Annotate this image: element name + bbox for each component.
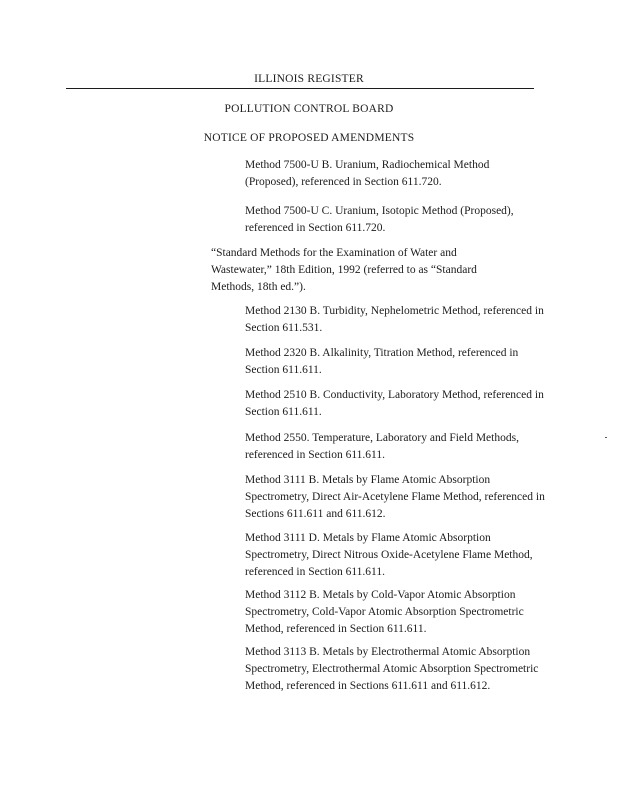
- method-entry: Method 2510 B. Conductivity, Laboratory Method, referenced in Section 611.611.: [245, 389, 544, 418]
- register-title: ILLINOIS REGISTER: [254, 73, 364, 85]
- method-entry: Method 2130 B. Turbidity, Nephelometric Method, referenced in Section 611.531.: [245, 305, 544, 334]
- method-entry: Method 2320 B. Alkalinity, Titration Method, referenced in Section 611.611.: [245, 347, 519, 376]
- method-entry: Method 2550. Temperature, Laboratory and Field Methods, referenced in Section 611.611.: [245, 432, 519, 461]
- agency-title: POLLUTION CONTROL BOARD: [224, 103, 394, 115]
- method-entry: Method 7500-U B. Uranium, Radiochemical Method (Proposed), referenced in Section 611.720.: [245, 159, 490, 188]
- method-entry: Method 3113 B. Metals by Electrothermal Atomic Absorption Spectrometry, Electrothermal Atomic Absorption Spectrometric Method, referenced in Sections 611.611 and 611.612.: [245, 646, 539, 692]
- method-entry: Method 3111 D. Metals by Flame Atomic Absorption Spectrometry, Direct Nitrous Oxide-Acetylene Flame Method, referenced in Section 611.611.: [245, 532, 533, 578]
- method-entry: Method 3111 B. Metals by Flame Atomic Absorption Spectrometry, Direct Air-Acetylene Flame Method, referenced in Sections 611.611 and 611.612.: [245, 474, 545, 520]
- scan-speck: [605, 437, 607, 438]
- method-entry: Method 3112 B. Metals by Cold-Vapor Atomic Absorption Spectrometry, Cold-Vapor Atomic Absorption Spectrometric Method, referenced in Section 611.611.: [245, 589, 524, 635]
- method-entry: Method 7500-U C. Uranium, Isotopic Method (Proposed), referenced in Section 611.720.: [245, 205, 514, 234]
- header-rule: [66, 88, 534, 89]
- notice-title: NOTICE OF PROPOSED AMENDMENTS: [203, 132, 415, 144]
- standard-methods-reference: “Standard Methods for the Examination of Water and Wastewater,” 18th Edition, 1992 (referred to as “Standard Methods, 18th ed.”).: [211, 247, 477, 293]
